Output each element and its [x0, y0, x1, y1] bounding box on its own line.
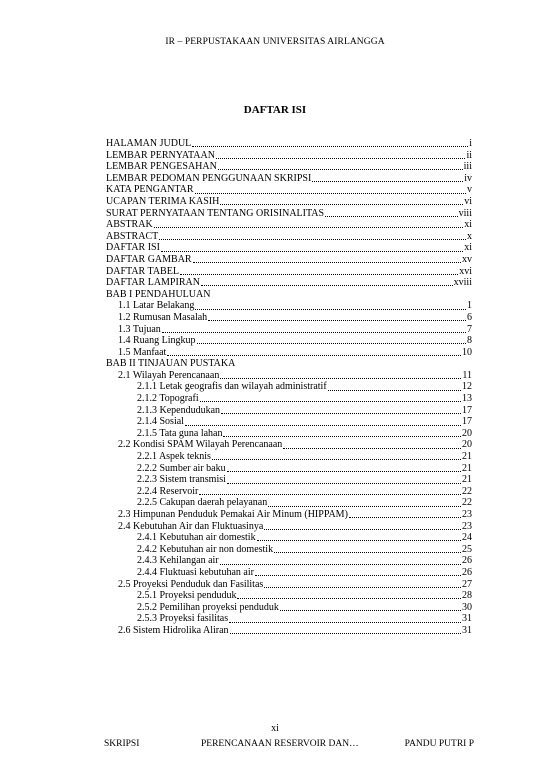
- toc-entry-page: 20: [462, 427, 472, 439]
- page-number: xi: [271, 723, 279, 734]
- toc-entry-page: 27: [462, 578, 472, 590]
- toc-entry-page: vi: [464, 195, 472, 207]
- toc-entry-page: 21: [462, 451, 472, 463]
- toc-entry-label: 2.2.1 Aspek teknis: [137, 451, 211, 463]
- toc-entry-page: 26: [462, 555, 472, 567]
- toc-entry-label: 2.1.4 Sosial: [137, 416, 184, 428]
- toc-dot-leader: [220, 370, 461, 379]
- toc-entry-label: LEMBAR PERNYATAAN: [106, 149, 215, 161]
- toc-dot-leader: [264, 521, 461, 530]
- toc-entry-label: ABSTRAK: [106, 219, 153, 231]
- toc-entry-page: 17: [462, 416, 472, 428]
- toc-entry: [106, 150, 472, 162]
- toc-dot-leader: [211, 290, 471, 298]
- toc-dot-leader: [325, 208, 458, 217]
- toc-dot-leader: [197, 335, 467, 344]
- toc-dot-leader: [227, 463, 461, 472]
- toc-entry: [106, 358, 472, 370]
- toc-entry-page: 28: [462, 590, 472, 602]
- toc-entry-label: SURAT PERNYATAAN TENTANG ORISINALITAS: [106, 207, 325, 219]
- toc-entry-page: 26: [462, 566, 472, 578]
- toc-entry-label: BAB I PENDAHULUAN: [106, 288, 211, 300]
- toc-dot-leader: [216, 150, 466, 159]
- footer-left: SKRIPSI: [104, 739, 140, 749]
- toc-entry-page: v: [467, 184, 472, 196]
- toc-entry-page: xv: [462, 253, 472, 265]
- toc-dot-leader: [230, 625, 461, 634]
- toc-dot-leader: [312, 173, 463, 182]
- toc-dot-leader: [227, 475, 461, 484]
- toc-entry-page: i: [469, 138, 472, 149]
- toc-entry-page: 30: [462, 601, 472, 613]
- page-header: IR – PERPUSTAKAAN UNIVERSITAS AIRLANGGA: [165, 37, 385, 47]
- toc-dot-leader: [274, 544, 461, 553]
- toc-entry-label: 2.2.3 Sistem transmisi: [137, 474, 226, 486]
- toc-dot-leader: [257, 532, 461, 541]
- toc-dot-leader: [229, 614, 461, 623]
- toc-entry-label: 1.1 Latar Belakang: [118, 300, 195, 312]
- toc-entry-page: 11: [462, 369, 472, 381]
- toc-entry: [106, 381, 472, 393]
- toc-entry-page: xvi: [459, 265, 472, 277]
- toc-entry-label: UCAPAN TERIMA KASIH: [106, 195, 220, 207]
- toc-entry-label: 2.4.3 Kehilangan air: [137, 555, 219, 567]
- toc-entry: [106, 590, 472, 602]
- page-title: DAFTAR ISI: [243, 104, 307, 116]
- toc-entry: [106, 602, 472, 614]
- toc-entry: [106, 416, 472, 428]
- toc-entry: [106, 474, 472, 486]
- toc-entry: [106, 173, 472, 185]
- toc-entry-label: 2.1.5 Tata guna lahan: [137, 427, 223, 439]
- toc-entry-label: 2.1.2 Topografi: [137, 393, 199, 405]
- toc-entry-page: 31: [462, 613, 472, 625]
- toc-entry: [106, 497, 472, 509]
- toc-entry: [106, 266, 472, 278]
- toc-entry: [106, 428, 472, 440]
- toc-dot-leader: [280, 602, 461, 611]
- toc-entry-page: 24: [462, 532, 472, 544]
- toc-entry: [106, 161, 472, 173]
- toc-entry-label: 2.6 Sistem Hidrolika Aliran: [118, 624, 229, 636]
- toc-entry-label: 2.4.2 Kebutuhan air non domestik: [137, 543, 274, 555]
- toc-entry: [106, 300, 472, 312]
- toc-entry-page: 8: [467, 335, 472, 347]
- toc-entry: [106, 370, 472, 382]
- toc-entry: [106, 521, 472, 533]
- toc-entry: [106, 289, 472, 301]
- toc-entry-label: 2.4.4 Fluktuasi kebutuhan air: [137, 566, 254, 578]
- toc-dot-leader: [220, 196, 463, 205]
- toc-entry-page: iv: [464, 172, 472, 184]
- toc-dot-leader: [255, 567, 461, 576]
- toc-entry: [106, 613, 472, 625]
- toc-entry-label: BAB II TINJAUAN PUSTAKA: [106, 358, 236, 370]
- toc-entry-label: 1.3 Tujuan: [118, 323, 161, 335]
- toc-entry: [106, 242, 472, 254]
- toc-entry-label: 1.4 Ruang Lingkup: [118, 335, 196, 347]
- toc-entry: [106, 184, 472, 196]
- toc-entry-label: 1.2 Rumusan Masalah: [118, 311, 208, 323]
- toc-entry-page: xviii: [453, 277, 472, 289]
- toc-entry: [106, 509, 472, 521]
- toc-entry-page: 22: [462, 497, 472, 509]
- toc-entry-label: DAFTAR LAMPIRAN: [106, 277, 200, 289]
- toc-dot-leader: [192, 138, 468, 147]
- toc-entry-label: 2.2.5 Cakupan daerah pelayanan: [137, 497, 268, 509]
- toc-entry: [106, 347, 472, 359]
- toc-entry-page: 1: [467, 300, 472, 312]
- toc-entry: [106, 277, 472, 289]
- toc-dot-leader: [161, 243, 463, 252]
- toc-entry: [106, 312, 472, 324]
- toc-entry: [106, 208, 472, 220]
- toc-entry-page: 25: [462, 543, 472, 555]
- toc-entry-label: 2.4 Kebutuhan Air dan Fluktuasinya: [118, 520, 264, 532]
- toc-dot-leader: [167, 347, 461, 356]
- toc-entry-label: 1.5 Manfaat: [118, 346, 167, 358]
- toc-dot-leader: [212, 451, 461, 460]
- toc-entry: [106, 324, 472, 336]
- toc-dot-leader: [193, 254, 461, 263]
- toc-entry-page: 31: [462, 624, 472, 636]
- toc-entry-page: 13: [462, 393, 472, 405]
- toc-entry-page: 23: [462, 520, 472, 532]
- toc-entry-page: x: [467, 230, 472, 242]
- toc-entry-label: DAFTAR TABEL: [106, 265, 179, 277]
- footer-middle: PERENCANAAN RESERVOIR DAN…: [201, 739, 359, 749]
- toc-entry: [106, 405, 472, 417]
- toc-entry-page: 22: [462, 485, 472, 497]
- toc-entry-page: 12: [462, 381, 472, 393]
- toc-entry-label: 2.2.4 Reservoir: [137, 485, 199, 497]
- toc-dot-leader: [180, 266, 458, 275]
- toc-entry-page: viii: [458, 207, 472, 219]
- toc-dot-leader: [195, 301, 466, 310]
- toc-entry-label: HALAMAN JUDUL: [106, 138, 192, 149]
- toc-entry-page: 20: [462, 439, 472, 451]
- toc-dot-leader: [268, 498, 461, 507]
- toc-dot-leader: [264, 579, 461, 588]
- toc-dot-leader: [185, 417, 461, 426]
- toc-entry-label: DAFTAR GAMBAR: [106, 253, 192, 265]
- toc-entry-page: ii: [466, 149, 472, 161]
- toc-entry-page: xi: [464, 242, 472, 254]
- table-of-contents: [106, 138, 472, 637]
- toc-dot-leader: [201, 277, 453, 286]
- toc-entry: [106, 579, 472, 591]
- toc-dot-leader: [221, 405, 461, 414]
- toc-dot-leader: [349, 509, 461, 518]
- toc-entry-page: 17: [462, 404, 472, 416]
- toc-entry: [106, 138, 472, 150]
- toc-entry: [106, 486, 472, 498]
- toc-entry-label: 2.1.1 Letak geografis dan wilayah administratif: [137, 381, 327, 393]
- toc-entry-page: 7: [467, 323, 472, 335]
- toc-entry-label: 2.4.1 Kebutuhan air domestik: [137, 532, 256, 544]
- toc-entry: [106, 567, 472, 579]
- toc-entry-label: 2.5.2 Pemilihan proyeksi penduduk: [137, 601, 279, 613]
- toc-entry-label: LEMBAR PEDOMAN PENGGUNAAN SKRIPSI: [106, 172, 312, 184]
- toc-entry: [106, 625, 472, 637]
- toc-entry: [106, 219, 472, 231]
- toc-entry-label: 2.5.3 Proyeksi fasilitas: [137, 613, 229, 625]
- toc-entry: [106, 335, 472, 347]
- toc-entry-label: 2.1.3 Kependudukan: [137, 404, 221, 416]
- toc-entry: [106, 231, 472, 243]
- toc-dot-leader: [159, 231, 466, 240]
- toc-entry-label: DAFTAR ISI: [106, 242, 160, 254]
- toc-entry: [106, 254, 472, 266]
- toc-entry-page: 23: [462, 509, 472, 520]
- toc-dot-leader: [162, 324, 466, 333]
- toc-dot-leader: [328, 382, 461, 391]
- toc-entry-page: iii: [463, 161, 472, 173]
- toc-dot-leader: [199, 486, 461, 495]
- toc-entry-label: 2.3 Himpunan Penduduk Pemakai Air Minum (HIPPAM): [118, 509, 348, 520]
- toc-entry-page: 10: [462, 346, 472, 358]
- toc-entry-label: 2.2 Kondisi SPAM Wilayah Perencanaan: [118, 439, 283, 451]
- toc-entry: [106, 196, 472, 208]
- toc-entry-label: 2.5.1 Proyeksi penduduk: [137, 590, 237, 602]
- toc-entry: [106, 555, 472, 567]
- toc-dot-leader: [237, 590, 461, 599]
- toc-dot-leader: [223, 428, 461, 437]
- toc-dot-leader: [218, 161, 463, 170]
- toc-dot-leader: [283, 440, 461, 449]
- toc-entry: [106, 544, 472, 556]
- toc-entry-label: LEMBAR PENGESAHAN: [106, 161, 217, 173]
- footer-right: PANDU PUTRI P: [404, 739, 474, 749]
- toc-entry-page: 21: [462, 462, 472, 474]
- toc-entry-label: KATA PENGANTAR: [106, 184, 194, 196]
- toc-entry: [106, 532, 472, 544]
- toc-dot-leader: [220, 556, 461, 565]
- toc-dot-leader: [200, 393, 461, 402]
- page-footer: [104, 739, 474, 749]
- toc-dot-leader: [195, 185, 466, 194]
- toc-entry: [106, 451, 472, 463]
- toc-entry-label: 2.5 Proyeksi Penduduk dan Fasilitas: [118, 578, 264, 590]
- toc-entry-label: ABSTRACT: [106, 230, 159, 242]
- toc-entry-page: 6: [467, 311, 472, 323]
- toc-entry: [106, 439, 472, 451]
- toc-entry-page: xi: [464, 219, 472, 231]
- toc-entry-page: 21: [462, 474, 472, 486]
- toc-entry-label: 2.2.2 Sumber air baku: [137, 462, 226, 474]
- toc-entry-label: 2.1 Wilayah Perencanaan: [118, 369, 220, 381]
- toc-dot-leader: [236, 359, 471, 367]
- toc-entry: [106, 463, 472, 475]
- toc-dot-leader: [154, 219, 464, 228]
- toc-entry: [106, 393, 472, 405]
- toc-dot-leader: [208, 312, 466, 321]
